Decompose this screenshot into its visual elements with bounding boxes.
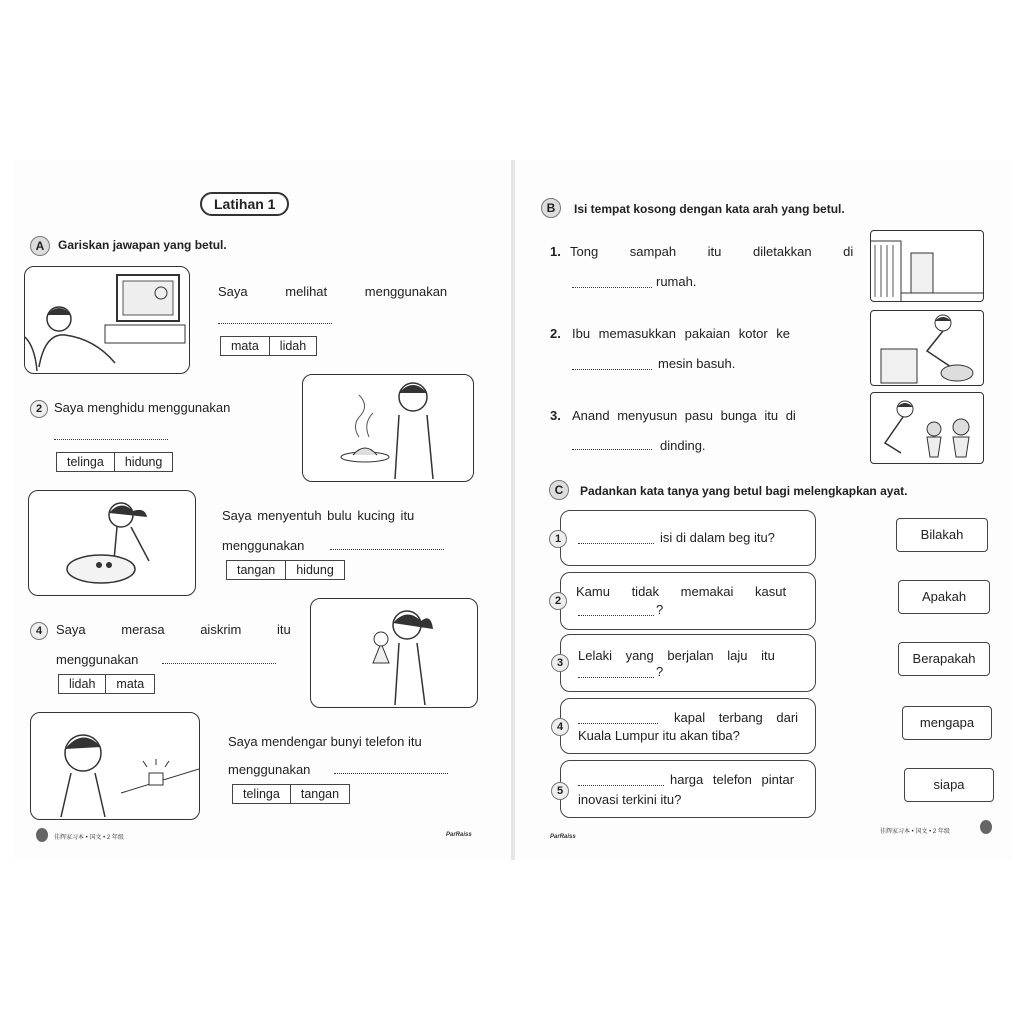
section-c-badge: C xyxy=(549,480,569,500)
cat-touching-illustration xyxy=(28,490,196,596)
answer-choice[interactable]: siapa xyxy=(904,768,994,802)
item-c3-text-2: ? xyxy=(656,664,664,679)
tree-icon xyxy=(980,820,992,834)
item-b3-text-2: dinding. xyxy=(660,438,706,453)
section-b-badge: B xyxy=(541,198,561,218)
item-number: 4 xyxy=(30,622,48,640)
item-number: 1. xyxy=(550,244,561,259)
item-c5-text-2: inovasi terkini itu? xyxy=(578,792,682,807)
option[interactable]: tangan xyxy=(300,787,340,801)
question-box xyxy=(560,634,816,692)
item-b1-text: Tong sampah itu diletakkan di xyxy=(570,244,854,259)
item-c2-text: Kamu tidak memakai kasut xyxy=(576,584,787,599)
options-a5 xyxy=(232,784,350,804)
section-b-instruction: Isi tempat kosong dengan kata arah yang betul. xyxy=(574,202,845,216)
options-a3 xyxy=(226,560,345,580)
item-a2-text: Saya menghidu menggunakan xyxy=(54,400,231,415)
item-number: 4 xyxy=(551,718,569,736)
options-a2 xyxy=(56,452,173,472)
question-box xyxy=(560,760,816,818)
item-number: 3 xyxy=(551,654,569,672)
smelling-food-illustration xyxy=(302,374,474,482)
option[interactable]: hidung xyxy=(296,563,334,577)
option[interactable]: lidah xyxy=(279,339,307,353)
item-number: 2. xyxy=(550,326,561,341)
item-c3-text: Lelaki yang berjalan laju itu xyxy=(578,648,775,663)
answer-choice[interactable]: Berapakah xyxy=(898,642,990,676)
answer-blank[interactable] xyxy=(578,542,654,544)
answer-blank[interactable] xyxy=(572,448,652,450)
answer-blank[interactable] xyxy=(578,722,658,724)
page-title: Latihan 1 xyxy=(200,192,289,216)
option[interactable]: tangan xyxy=(227,561,286,579)
item-b1-text-2: rumah. xyxy=(656,274,697,289)
item-c4-text-2: Kuala Lumpur itu akan tiba? xyxy=(578,728,740,743)
answer-choice[interactable]: Apakah xyxy=(898,580,990,614)
flower-pots-illustration xyxy=(870,392,984,464)
item-a3-text: Saya menyentuh bulu kucing itu xyxy=(222,508,415,523)
answer-blank[interactable] xyxy=(54,438,168,440)
item-number: 1 xyxy=(549,530,567,548)
option[interactable]: telinga xyxy=(233,785,291,803)
item-a5-text: Saya mendengar bunyi telefon itu xyxy=(228,734,422,749)
item-c4-text: kapal terbang dari xyxy=(674,710,799,725)
option[interactable]: hidung xyxy=(124,455,163,469)
item-number: 2 xyxy=(30,400,48,418)
question-box xyxy=(560,698,816,754)
footer-right: 佳辉家习本 • 国文 • 2 年级 xyxy=(880,829,950,835)
tree-icon xyxy=(36,828,48,842)
phone-ringing-illustration xyxy=(30,712,200,820)
item-number: 5 xyxy=(551,782,569,800)
item-c1-text: isi di dalam beg itu? xyxy=(660,530,775,545)
item-c5-text: harga telefon pintar xyxy=(670,772,795,787)
section-c-instruction: Padankan kata tanya yang betul bagi melengkapkan ayat. xyxy=(580,484,908,498)
answer-choice[interactable]: Bilakah xyxy=(896,518,988,552)
answer-blank[interactable] xyxy=(578,614,654,616)
answer-blank[interactable] xyxy=(162,662,276,664)
option[interactable]: telinga xyxy=(57,453,115,471)
item-b3-text: Anand menyusun pasu bunga itu di xyxy=(572,408,796,423)
item-a3-text-2: menggunakan xyxy=(222,538,305,553)
options-a4 xyxy=(58,674,155,694)
answer-blank[interactable] xyxy=(334,772,448,774)
footer-left: 佳辉家习本 • 国文 • 2 年级 xyxy=(54,835,124,841)
option[interactable]: mata xyxy=(116,677,145,691)
eating-icecream-illustration xyxy=(310,598,478,708)
item-number: 2 xyxy=(549,592,567,610)
item-c2-text-2: ? xyxy=(656,602,664,617)
question-box xyxy=(560,572,816,630)
item-number: 3. xyxy=(550,408,561,423)
item-b2-text-2: mesin basuh. xyxy=(658,356,736,371)
tv-watching-illustration xyxy=(24,266,190,374)
washing-machine-illustration xyxy=(870,310,984,386)
answer-blank[interactable] xyxy=(578,784,664,786)
item-a4-text: Saya merasa aiskrim itu xyxy=(56,622,291,637)
item-b2-text: Ibu memasukkan pakaian kotor ke xyxy=(572,326,790,341)
answer-choice[interactable]: mengapa xyxy=(902,706,992,740)
options-a1 xyxy=(220,336,317,356)
publisher-logo: ParRaiss xyxy=(550,834,576,840)
answer-blank[interactable] xyxy=(572,368,652,370)
answer-blank[interactable] xyxy=(218,322,332,324)
option[interactable]: mata xyxy=(221,337,270,355)
item-a1-text: Saya melihat menggunakan xyxy=(218,284,448,299)
answer-blank[interactable] xyxy=(572,286,652,288)
answer-blank[interactable] xyxy=(330,548,444,550)
house-dustbin-illustration xyxy=(870,230,984,302)
answer-blank[interactable] xyxy=(578,676,654,678)
section-a-badge: A xyxy=(30,236,50,256)
publisher-logo: ParRaiss xyxy=(446,832,472,838)
item-a5-text-2: menggunakan xyxy=(228,762,311,777)
item-a4-text-2: menggunakan xyxy=(56,652,139,667)
option[interactable]: lidah xyxy=(59,675,106,693)
section-a-instruction: Gariskan jawapan yang betul. xyxy=(58,238,227,252)
book-gutter xyxy=(511,160,515,860)
